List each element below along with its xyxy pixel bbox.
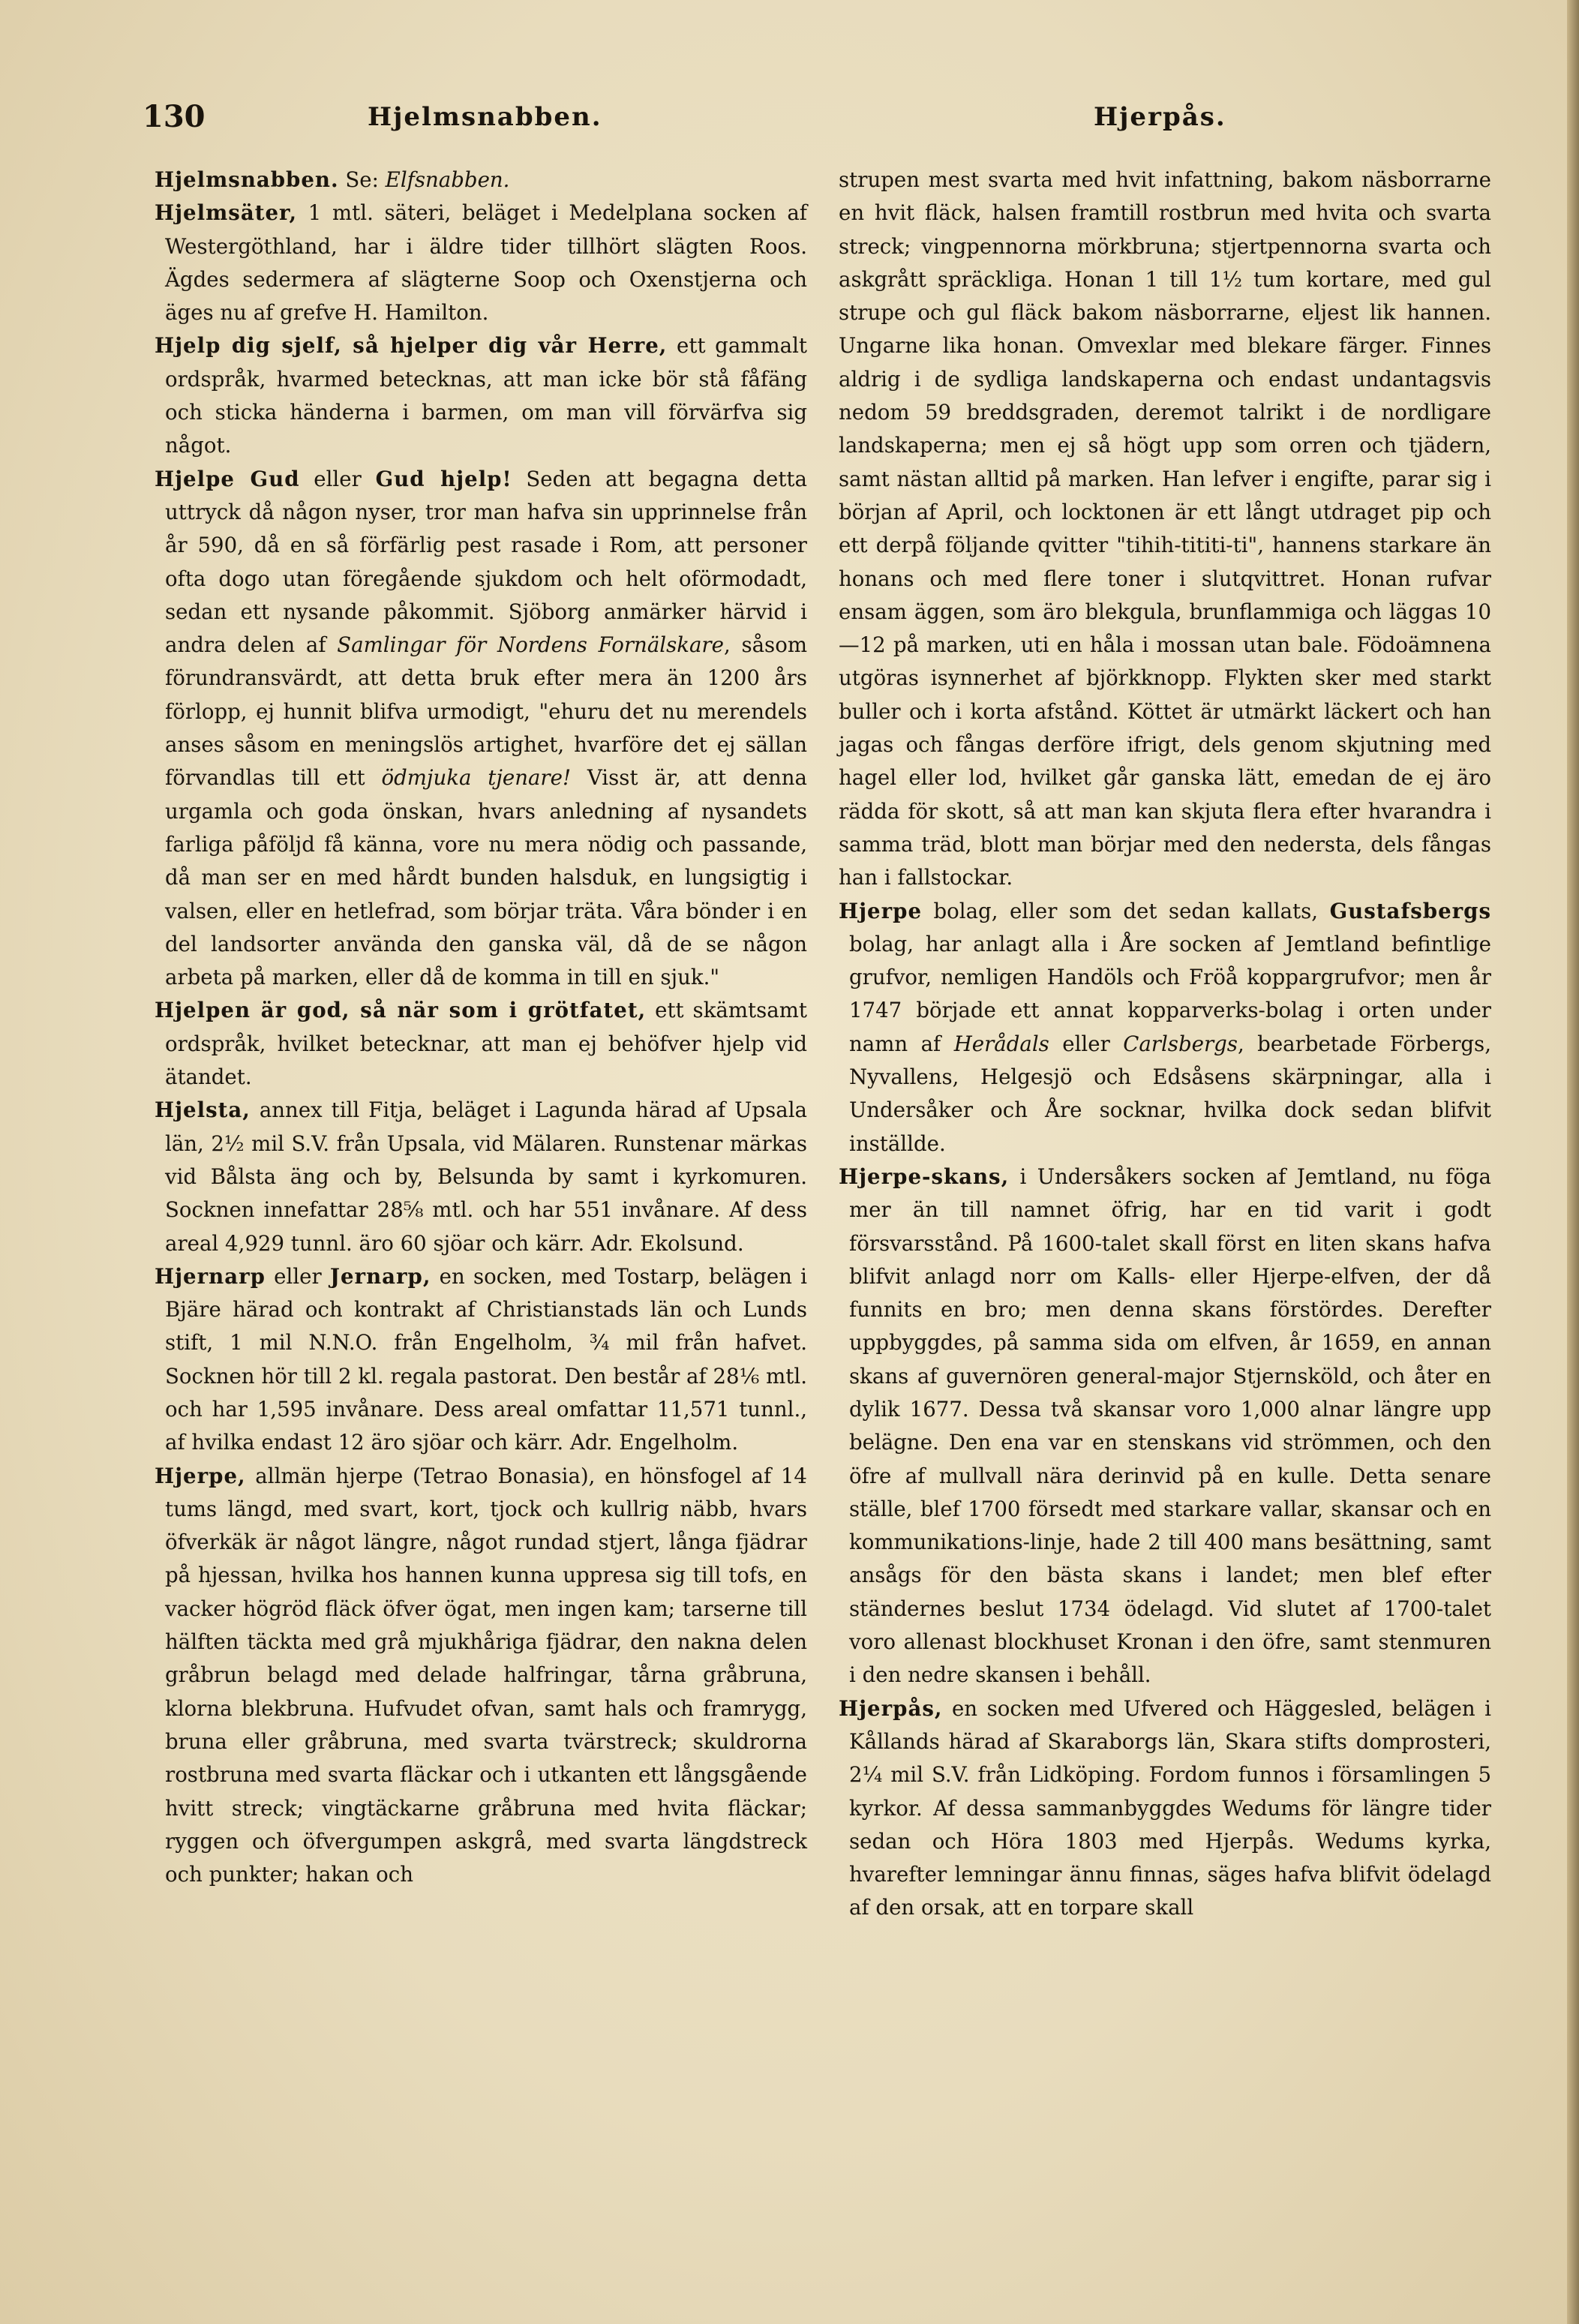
- entry-reference: Carlsbergs: [1123, 1031, 1238, 1056]
- entry-text: en socken, med Tostarp, belägen i Bjäre härad och kontrakt af Christianstads län och Lunds stift, 1 mil N.N.O. från Engelholm, ¾ mil från hafvet. Socknen hör till 2 kl. regala pastorat. Den består af 28⅙ mtl. och har 1,595 invånare. Dess areal omfattar 11,571 tunnl., af hvilka endast 12 äro sjöar och kärr. Adr. Engelholm.: [165, 1263, 808, 1455]
- dictionary-entry: [839, 1160, 1491, 1692]
- entry-text: en socken med Ufvered och Häggesled, belägen i Kållands härad af Skaraborgs län, Skara stifts domprosteri, 2¼ mil S.V. från Lidköping. Fordom funnos i församlingen 5 kyrkor. Af dessa sammanbyggdes Wedums för längre tider sedan och Höra 1803 med Hjerpås. Wedums kyrka, hvarefter lemningar ännu finnas, säges hafva blifvit ödelagd af den orsak, att en torpare skall: [849, 1695, 1491, 1920]
- dictionary-entry: [155, 463, 807, 995]
- right-running-title: Hjerpås.: [1094, 102, 1226, 132]
- entry-text: allmän hjerpe (Tetrao Bonasia), en hönsfogel af 14 tums längd, med svart, kort, tjock och kullrig näbb, hvars öfverkäk är något längre, något rundad stjert, långa fjädrar på hjessan, hvilka hos hannen kunna uppresa sig till tofs, en vacker högröd fläck öfver ögat, men ingen kam; tarserne till hälften täckta med grå mjukhåriga fjädrar, den nakna delen gråbrun belagd med delade halfringar, tårna gråbruna, klorna blekbruna. Hufvudet ofvan, samt hals och framrygg, bruna eller gråbruna, med svarta tvärstreck; skuldrorna rostbruna med svarta fläckar och i utkanten ett långsgående hvitt streck; vingtäckarne gråbruna med hvita fläckar; ryggen och öfvergumpen askgrå, med svarta längdstreck och punkter; hakan och: [165, 1463, 807, 1887]
- entry-text: bolag, har anlagt alla i Åre socken af Jemtland befintlige grufvor, nemligen Handöls och Fröå koppargrufvor; men år 1747 började ett annat kopparverks-bolag i orten under namn af: [849, 931, 1491, 1056]
- entry-text: annex till Fitja, beläget i Lagunda härad af Upsala län, 2½ mil S.V. från Upsala, vid Mälaren. Runstenar märkas vid Bålsta äng och by, Belsunda by samt i kyrkomuren. Socknen innefattar 28⅝ mtl. och har 551 invånare. Af dess areal 4,929 tunnl. äro 60 sjöar och kärr. Adr. Ekolsund.: [165, 1097, 807, 1256]
- entry-headword: Hjerpe-skans,: [839, 1164, 1010, 1189]
- dictionary-entry: [155, 164, 807, 197]
- left-column: [155, 164, 807, 1891]
- entry-headword: Hjerpe: [839, 898, 922, 923]
- page-edge: [1567, 0, 1579, 2324]
- entry-text: , såsom förundransvärdt, att detta bruk efter mera än 1200 års förlopp, ej hunnit blifva urmodigt, "ehuru det nu merendels anses såsom en meningslös artighet, hvarföre det ej sällan förvandlas till ett: [165, 632, 807, 791]
- entry-text: i Undersåkers socken af Jemtland, nu föga mer än till namnet öfrig, har en tid varit i godt försvarsstånd. På 1600-talet skall först en liten skans hafva blifvit anlagd norr om Kalls- eller Hjerpe-elfven, der då funnits en bro; men denna skans förstördes. Derefter uppbyggdes, på samma sida om elfven, år 1659, en annan skans af guvernören general-major Stjernsköld, och åter en dylik 1677. Dessa två skansar voro 1,000 alnar längre upp belägne. Den ena var en stenskans vid strömmen, och den öfre af mullvall nära derinvid på en kulle. Detta senare ställe, blef 1700 försedt med starkare vallar, skansar och en kommunikations-linje, hade 2 till 400 mans besättning, samt ansågs för den bästa skans i landet; men blef efter ständernes beslut 1734 ödelagd. Vid slutet af 1700-talet voro allenast blockhuset Kronan i den öfre, samt stenmuren i den nedre skansen i behåll.: [849, 1164, 1491, 1688]
- entry-text: 1 mtl. säteri, beläget i Medelplana socken af Westergöthland, har i äldre tider tillhört slägten Roos. Ägdes sedermera af slägterne Soop och Oxenstjerna och äges nu af grefve H. Hamilton.: [165, 200, 807, 326]
- entry-headword: Hjerpås,: [839, 1695, 943, 1721]
- entry-headword: Hjelp dig sjelf, så hjelper dig vår Herre,: [155, 333, 668, 359]
- entry-text: eller: [265, 1263, 330, 1289]
- entry-headword: Hjerpe,: [155, 1463, 246, 1488]
- entry-headword: Hjelmsnabben.: [155, 167, 339, 192]
- entry-headword: Hjelpen är god, så när som i grötfatet,: [155, 998, 647, 1023]
- entry-reference: Herådals: [953, 1031, 1049, 1056]
- entry-text: eller: [299, 466, 376, 491]
- entry-text: Se:: [338, 167, 386, 192]
- entry-text: strupen mest svarta med hvit infattning, bakom näsborrarne en hvit fläck, halsen framtill rostbrun med hvita och svarta streck; vingpennorna mörkbruna; stjertpennorna svarta och askgrått spräckliga. Honan 1 till 1½ tum kortare, med gul strupe och gul fläck bakom näsborrarne, eljest lik hannen. Ungarne lika honan. Omvexlar med blekare färger. Finnes aldrig i de sydliga landskaperna och endast undantagsvis nedom 59 breddsgraden, deremot talrikt i de nordligare landskaperna; men ej så högt upp som orren och tjädern, samt nästan alltid på marken. Han lefver i engifte, parar sig i början af April, och locktonen är ett långt utdraget pip och ett derpå följande qvitter "tihih-tititi-ti", hannens starkare än honans och med flere toner i slutqvittret. Honan rufvar ensam äggen, som äro blekgula, brunflammiga och läggas 10—12 på marken, uti en håla i mossan utan bale. Födoämnena utgöras isynnerhet af björkknopp. Flykten sker med starkt buller och i korta afstånd. Köttet är utmärkt läckert och han jagas och fångas derföre ifrigt, dels genom skjutning med hagel eller lod, hvilket går ganska lätt, emedan de ej äro rädda för skott, så att man kan skjuta flera efter hvarandra i samma träd, blott man börjar med den nedersta, dels fångas han i fallstockar.: [839, 167, 1491, 890]
- dictionary-entry: [155, 329, 807, 462]
- entry-headword: Jernarp,: [329, 1263, 431, 1289]
- entry-headword: Hjelpe Gud: [155, 466, 300, 491]
- entry-reference: Samlingar för Nordens Fornälskare: [337, 632, 724, 658]
- entry-headword: Hjernarp: [155, 1263, 266, 1289]
- entry-text: Visst är, att denna urgamla och goda önskan, hvars anledning af nysandets farliga påföljd få känna, vore nu mera nödig och passande, då man ser en med hårdt bunden halsduk, en lungsigtig i valsen, eller en hetlefrad, som börjar träta. Våra bönder i en del landsorter använda den ganska väl, då de se någon arbeta på marken, eller då de komma in till en sjuk.": [165, 765, 807, 990]
- entry-reference: ödmjuka tjenare!: [381, 765, 572, 791]
- dictionary-entry: [155, 994, 807, 1094]
- entry-text: ett skämtsamt ordspråk, hvilket betecknar, att man ej behöfver hjelp vid ätandet.: [165, 998, 807, 1090]
- entry-text: Seden att begagna detta uttryck då någon nyser, tror man hafva sin upprinnelse från år 590, då en så förfärlig pest rasade i Rom, att personer ofta dogo utan föregående sjukdom och helt oförmodadt, sedan ett nysande påkommit. Sjöborg anmärker härvid i andra delen af: [165, 466, 807, 658]
- right-column: [839, 164, 1491, 1925]
- dictionary-entry: [839, 895, 1491, 1160]
- entry-reference: Elfsnabben.: [385, 167, 510, 192]
- running-header: [143, 99, 1440, 144]
- entry-headword: Gustafsbergs: [1329, 898, 1491, 923]
- left-running-title: Hjelmsnabben.: [368, 102, 602, 132]
- entry-headword: Hjelsta,: [155, 1097, 251, 1123]
- entry-text: bolag, eller som det sedan kallats,: [922, 898, 1330, 923]
- entry-headword: Hjelmsäter,: [155, 200, 298, 226]
- page-number: 130: [143, 99, 206, 134]
- dictionary-entry: [839, 1692, 1491, 1925]
- entry-headword: Gud hjelp!: [375, 466, 512, 491]
- dictionary-entry: [155, 1460, 807, 1892]
- dictionary-entry: [839, 164, 1491, 895]
- entry-text: ett gammalt ordspråk, hvarmed betecknas, att man icke bör stå fåfäng och sticka händerna i barmen, om man vill förvärfva sig något.: [165, 333, 807, 458]
- entry-text: eller: [1049, 1031, 1124, 1056]
- dictionary-entry: [155, 1094, 807, 1260]
- dictionary-entry: [155, 1260, 807, 1460]
- entry-text: , bearbetade Förbergs, Nyvallens, Helgesjö och Edsåsens skärpningar, alla i Undersåker och Åre socknar, hvilka dock sedan blifvit inställde.: [849, 1031, 1491, 1156]
- dictionary-entry: [155, 197, 807, 329]
